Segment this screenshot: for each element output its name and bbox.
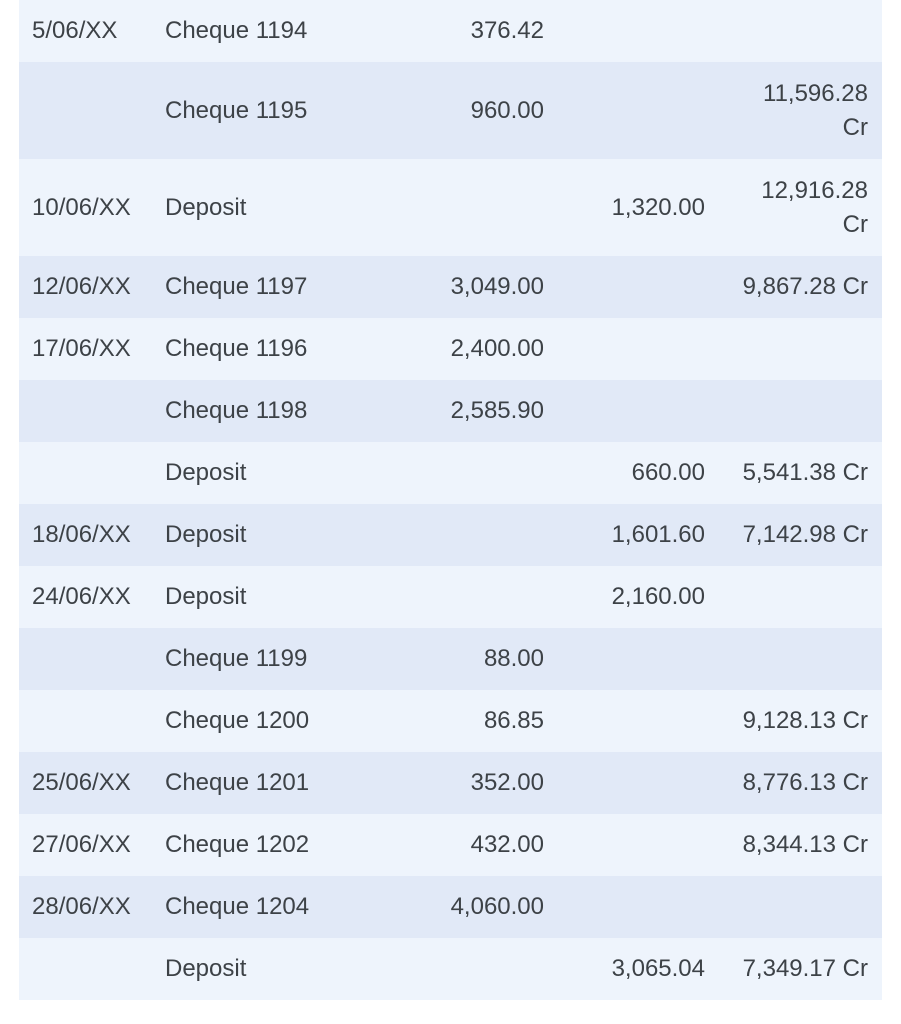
debit-cell: 86.85	[483, 707, 544, 734]
bank-statement-table	[19, 0, 882, 1000]
debit-cell: 2,400.00	[450, 335, 544, 362]
description-cell: Cheque 1195	[165, 96, 308, 124]
description-cell: Deposit	[165, 955, 247, 982]
date-cell: 18/06/XX	[32, 521, 131, 548]
description-cell: Cheque 1198	[165, 397, 308, 424]
debit-cell: 88.00	[483, 645, 544, 672]
table-row	[19, 566, 882, 628]
table-row	[19, 628, 882, 690]
balance-cell: 8,776.13 Cr	[742, 769, 868, 796]
date-cell: 25/06/XX	[32, 769, 131, 796]
table-row	[19, 504, 882, 566]
credit-cell: 2,160.00	[611, 583, 705, 610]
description-cell: Cheque 1196	[165, 335, 308, 362]
debit-cell: 376.42	[470, 17, 544, 44]
balance-cell: 7,349.17 Cr	[742, 955, 868, 982]
debit-cell: 2,585.90	[450, 397, 544, 424]
balance-cell: 8,344.13 Cr	[742, 831, 868, 858]
description-cell: Cheque 1200	[165, 707, 310, 734]
date-cell: 27/06/XX	[32, 831, 131, 858]
credit-cell: 1,601.60	[611, 521, 705, 548]
date-cell: 24/06/XX	[32, 583, 131, 610]
credit-cell: 1,320.00	[611, 193, 705, 221]
balance-cell: 9,128.13 Cr	[742, 707, 868, 734]
debit-cell: 432.00	[470, 831, 544, 858]
description-cell: Deposit	[165, 193, 247, 221]
description-cell: Deposit	[165, 459, 247, 486]
table-row	[19, 876, 882, 938]
description-cell: Cheque 1199	[165, 645, 308, 672]
date-cell: 28/06/XX	[32, 893, 131, 920]
table-row	[19, 159, 882, 256]
table-row	[19, 938, 882, 1000]
date-cell: 17/06/XX	[32, 335, 131, 362]
balance-cell: 12,916.28 Cr	[761, 176, 868, 238]
description-cell: Cheque 1204	[165, 893, 310, 920]
description-cell: Cheque 1197	[165, 273, 308, 300]
debit-cell: 352.00	[470, 769, 544, 796]
table-row	[19, 318, 882, 380]
table-row	[19, 62, 882, 159]
table-row	[19, 814, 882, 876]
balance-cell: 11,596.28 Cr	[763, 79, 868, 141]
debit-cell: 3,049.00	[450, 273, 544, 300]
balance-cell: 7,142.98 Cr	[742, 521, 868, 548]
debit-cell: 960.00	[470, 96, 544, 124]
description-cell: Cheque 1201	[165, 769, 310, 796]
table-row	[19, 752, 882, 814]
table-row	[19, 690, 882, 752]
debit-cell: 4,060.00	[450, 893, 544, 920]
description-cell: Deposit	[165, 583, 247, 610]
table-row	[19, 442, 882, 504]
description-cell: Cheque 1202	[165, 831, 310, 858]
table-row	[19, 0, 882, 62]
description-cell: Deposit	[165, 521, 247, 548]
description-cell: Cheque 1194	[165, 17, 308, 44]
table-row	[19, 256, 882, 318]
date-cell: 5/06/XX	[32, 17, 118, 44]
balance-cell: 9,867.28 Cr	[742, 273, 868, 300]
date-cell: 12/06/XX	[32, 273, 131, 300]
credit-cell: 660.00	[631, 459, 705, 486]
date-cell: 10/06/XX	[32, 193, 131, 221]
balance-cell: 5,541.38 Cr	[742, 459, 868, 486]
table-row	[19, 380, 882, 442]
credit-cell: 3,065.04	[611, 955, 705, 982]
